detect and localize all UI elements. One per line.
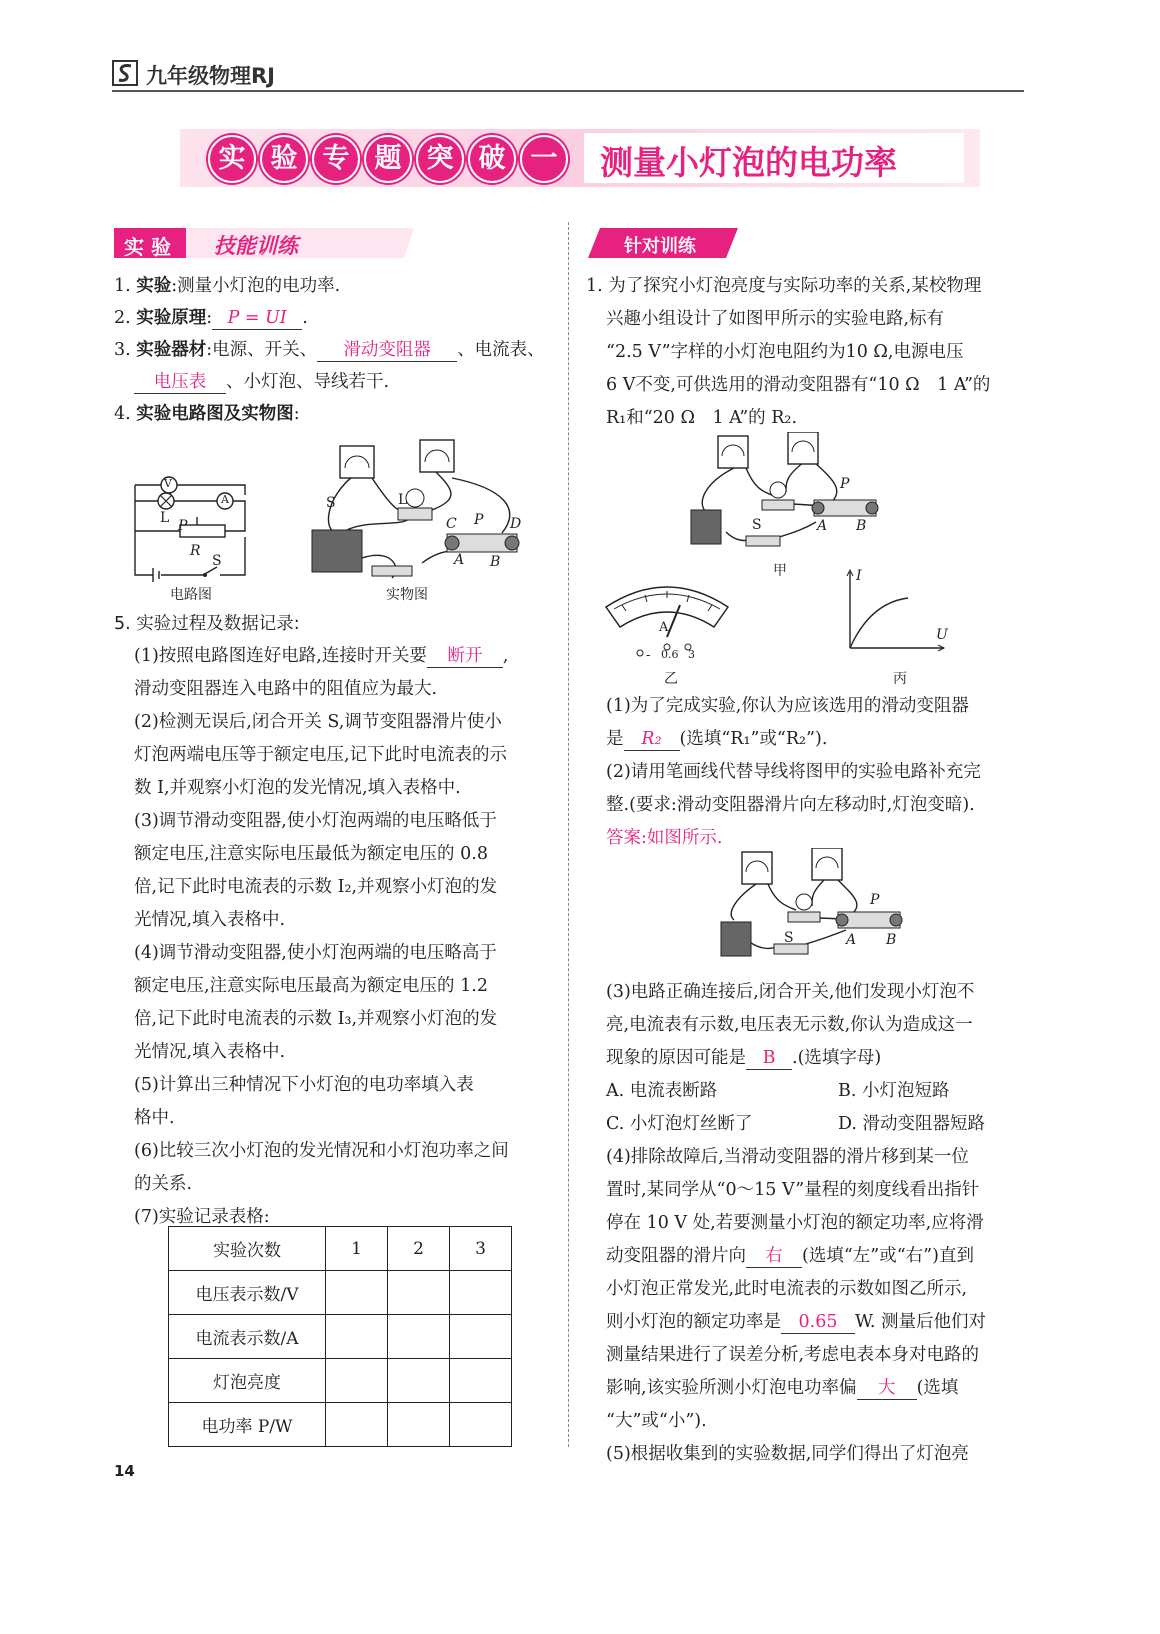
q-line: R₁和“20 Ω 1 A”的 R₂. — [606, 408, 798, 428]
s5-line: 滑动变阻器连入电路中的阻值应为最大. — [134, 679, 438, 699]
circuit-caption: 电路图 — [170, 587, 212, 603]
phys-label-L: L — [398, 492, 408, 508]
table-row — [169, 1315, 512, 1359]
q-line: 兴趣小组设计了如图甲所示的实验电路,标有 — [606, 309, 945, 329]
s5-line: (7)实验记录表格: — [134, 1207, 270, 1227]
question-1 — [586, 270, 990, 435]
table-header-cell: 2 — [388, 1227, 450, 1271]
answer-blank: 右 — [746, 1245, 802, 1268]
yi-label-minus: - — [646, 648, 651, 663]
answer-blank: P = UI — [212, 307, 302, 330]
table-header-cell: 1 — [326, 1227, 388, 1271]
ans-label-P: P — [870, 892, 880, 908]
bing-label-U: U — [936, 627, 948, 643]
left-item-1: 1. 实验:测量小灯泡的电功率. — [114, 276, 341, 296]
left-item-2: 2. 实验原理: P = UI . — [114, 308, 308, 328]
answer-blank: 断开 — [427, 645, 503, 668]
left-section-tag — [114, 225, 414, 261]
title-char: 破 — [468, 135, 516, 183]
phys-label-C: C — [446, 516, 457, 532]
physical-caption: 实物图 — [386, 587, 428, 603]
part-3-5: (3)电路正确连接后,闭合开关,他们发现小灯泡不 亮,电流表有示数,电压表无示数,你认为造成这一 现象的原因可能是 B .(选填字母) A. 电流表断路 B. 小灯泡短路 C. 小灯泡灯丝断了 D. 滑动变阻器短路 (4)排除故障后,当滑动变阻器的滑片移到某一位 置时,某同学从“0～15 V”量程的刻度线看出指针 停在 10 V 处,若要测量小灯泡的额定功率,应将滑 动变阻器的滑片向 右 (选填“左”或“右”)直到 小灯泡正常发光,此时电流表的示数如图乙所示, 则小灯泡的额定功率是 0.65 W. 测量后他们对 测量结果进行了误差分析,考虑电表本身对电路的 影响,该实验所测小灯泡电功率偏 大 (选填 “大”或“小”). (5)根据收集到的实验数据,同学们得出了灯泡亮 — [606, 982, 987, 1464]
option: D. 滑动变阻器短路 — [838, 1114, 986, 1134]
s5-line: 灯泡两端电压等于额定电压,记下此时电流表的示 — [134, 745, 508, 765]
option: C. 小灯泡灯丝断了 — [606, 1114, 753, 1134]
title-char: 验 — [260, 135, 308, 183]
answer-blank: 0.65 — [781, 1311, 855, 1334]
title-char: 一 — [520, 135, 568, 183]
column-divider — [568, 222, 569, 1447]
answer-blank: 电压表 — [134, 371, 226, 394]
title-char: 题 — [364, 135, 412, 183]
answer-blank: B — [746, 1047, 792, 1070]
s5-line: 倍,记下此时电流表的示数 I₃,并观察小灯泡的发 — [134, 1009, 498, 1029]
title-char: 突 — [416, 135, 464, 183]
q-line: 1. 为了探究小灯泡亮度与实际功率的关系,某校物理 — [586, 276, 982, 296]
record-table — [168, 1226, 512, 1447]
s5-line: (3)调节滑动变阻器,使小灯泡两端的电压略低于 — [134, 811, 497, 831]
tag-skill-training: 技能训练 — [214, 234, 298, 258]
s5-line: (6)比较三次小灯泡的发光情况和小灯泡功率之间 — [134, 1141, 509, 1161]
options-row — [606, 1108, 986, 1141]
tag-experiment: 实 验 — [124, 235, 171, 259]
options-row — [606, 1075, 986, 1108]
circuit-diagram — [125, 455, 260, 585]
circuit-label-R: R — [190, 543, 201, 559]
answer-text: 答案:如图所示. — [606, 828, 723, 848]
circuit-label-A: A — [221, 493, 229, 506]
phys-label-S: S — [326, 495, 336, 511]
table-row-label: 电流表示数/A — [169, 1315, 326, 1359]
yi-label-0-6: 0.6 — [661, 648, 679, 661]
phys-label-B: B — [490, 554, 501, 570]
answer-blank: 大 — [857, 1377, 917, 1400]
jia-label-S: S — [752, 517, 762, 533]
answer-blank: 滑动变阻器 — [317, 339, 457, 362]
s5-line: 光情况,填入表格中. — [134, 910, 286, 930]
title-banner — [180, 127, 980, 191]
s5-line: (4)调节滑动变阻器,使小灯泡两端的电压略高于 — [134, 943, 497, 963]
phys-label-A: A — [454, 552, 465, 568]
table-row-label: 电压表示数/V — [169, 1271, 326, 1315]
page-number: 14 — [114, 1462, 135, 1480]
s5-line: 格中. — [134, 1108, 175, 1128]
page-title: 测量小灯泡的电功率 — [600, 143, 897, 182]
part-1: (1)为了完成实验,你认为应该选用的滑动变阻器 是 R₂ (选填“R₁”或“R₂”). (2)请用笔画线代替导线将图甲的实验电路补充完 整.(要求:滑动变阻器滑片向左移动时,灯泡变暗). 答案:如图所示. — [606, 690, 981, 855]
right-section-tag — [588, 225, 738, 261]
s5-line: (1)按照电路图连好电路,连接时开关要 断开 , — [134, 646, 509, 666]
circuit-label-V: V — [164, 477, 172, 490]
s5-line: 额定电压,注意实际电压最高为额定电压的 1.2 — [134, 976, 488, 996]
ans-label-A: A — [846, 932, 857, 948]
jia-label-B: B — [856, 518, 867, 534]
title-char: 专 — [312, 135, 360, 183]
book-title: 九年级物理RJ — [146, 64, 275, 88]
s5-line: 光情况,填入表格中. — [134, 1042, 286, 1062]
tag-targeted-training: 针对训练 — [624, 236, 696, 257]
circuit-label-L: L — [160, 510, 170, 526]
s5-lines — [134, 640, 509, 1234]
yi-label-A: A — [659, 620, 669, 635]
circuit-label-P: P — [178, 518, 188, 534]
bing-label-I: I — [856, 568, 862, 584]
s5-title: 5. 实验过程及数据记录: — [114, 614, 300, 634]
table-row-label: 电功率 P/W — [169, 1403, 326, 1447]
left-item-3b: 电压表 、小灯泡、导线若干. — [134, 366, 389, 399]
logo-icon — [112, 60, 138, 86]
figure-jia — [686, 432, 896, 562]
q-line: 6 V不变,可供选用的滑动变阻器有“10 Ω 1 A”的 — [606, 375, 991, 395]
jia-caption: 甲 — [773, 563, 787, 579]
table-header-row — [169, 1227, 512, 1271]
yi-label-3: 3 — [688, 648, 695, 661]
jia-label-A: A — [817, 518, 828, 534]
header — [112, 58, 1024, 92]
s5-line: 的关系. — [134, 1174, 193, 1194]
phys-label-D: D — [510, 516, 522, 532]
yi-caption: 乙 — [664, 671, 678, 687]
bing-caption: 丙 — [893, 671, 907, 687]
table-header-cell: 3 — [450, 1227, 512, 1271]
answer-blank: R₂ — [624, 728, 680, 751]
s5-line: 额定电压,注意实际电压最低为额定电压的 0.8 — [134, 844, 488, 864]
option: B. 小灯泡短路 — [838, 1081, 950, 1101]
title-char: 实 — [208, 135, 256, 183]
title-circles — [208, 135, 572, 183]
left-item-4: 4. 实验电路图及实物图: — [114, 404, 300, 424]
table-row-label: 灯泡亮度 — [169, 1359, 326, 1403]
s5-line: 数 I,并观察小灯泡的发光情况,填入表格中. — [134, 778, 461, 798]
phys-label-P: P — [474, 512, 484, 528]
table-row — [169, 1403, 512, 1447]
ans-label-S: S — [784, 930, 794, 946]
table-row — [169, 1359, 512, 1403]
s5-line: (2)检测无误后,闭合开关 S,调节变阻器滑片使小 — [134, 712, 502, 732]
left-item-3: 3. 实验器材:电源、开关、 滑动变阻器 、电流表、 — [114, 340, 545, 360]
circuit-label-S: S — [212, 553, 222, 569]
jia-label-P: P — [840, 476, 850, 492]
table-row — [169, 1271, 512, 1315]
s5-line: (5)计算出三种情况下小灯泡的电功率填入表 — [134, 1075, 474, 1095]
q-line: “2.5 V”字样的小灯泡电阻约为10 Ω,电源电压 — [606, 342, 964, 362]
ans-label-B: B — [886, 932, 897, 948]
option: A. 电流表断路 — [606, 1081, 718, 1101]
table-header-cell: 实验次数 — [169, 1227, 326, 1271]
s5-line: 倍,记下此时电流表的示数 I₂,并观察小灯泡的发 — [134, 877, 498, 897]
